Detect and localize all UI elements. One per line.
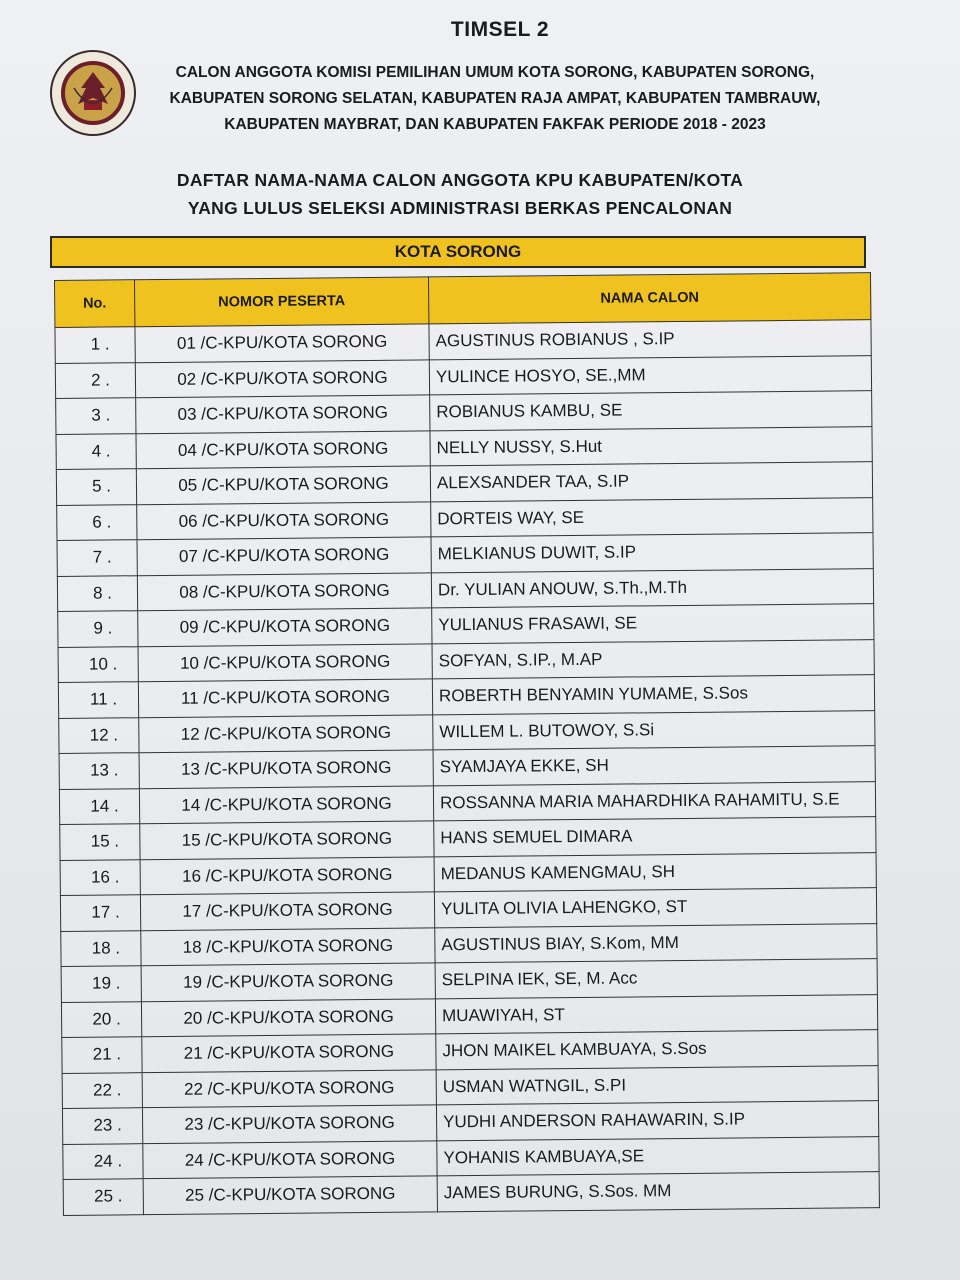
cell-no: 5 .	[56, 469, 136, 505]
cell-nomor-peserta: 14 /C-KPU/KOTA SORONG	[139, 785, 433, 823]
cell-nomor-peserta: 05 /C-KPU/KOTA SORONG	[136, 466, 430, 504]
cell-no: 11 .	[58, 682, 138, 718]
cell-no: 7 .	[57, 540, 137, 576]
table-row	[63, 1172, 879, 1215]
cell-nama-calon: SELPINA IEK, SE, M. Acc	[435, 959, 877, 999]
cell-nomor-peserta: 20 /C-KPU/KOTA SORONG	[141, 998, 435, 1036]
cell-nama-calon: Dr. YULIAN ANOUW, S.Th.,M.Th	[431, 568, 873, 608]
cell-nomor-peserta: 11 /C-KPU/KOTA SORONG	[138, 679, 432, 717]
cell-nama-calon: USMAN WATNGIL, S.PI	[436, 1065, 878, 1105]
cell-nama-calon: HANS SEMUEL DIMARA	[434, 817, 876, 857]
cell-nomor-peserta: 18 /C-KPU/KOTA SORONG	[141, 927, 435, 965]
cell-no: 21 .	[62, 1037, 142, 1073]
document-title	[60, 166, 860, 222]
cell-nama-calon: DORTEIS WAY, SE	[431, 497, 873, 537]
cell-no: 20 .	[61, 1001, 141, 1037]
table-header-row	[55, 273, 871, 328]
cell-nomor-peserta: 01 /C-KPU/KOTA SORONG	[135, 324, 429, 362]
cell-nomor-peserta: 12 /C-KPU/KOTA SORONG	[139, 714, 433, 752]
cell-nama-calon: JAMES BURUNG, S.Sos. MM	[437, 1172, 879, 1212]
document-header	[100, 60, 890, 138]
cell-nama-calon: JHON MAIKEL KAMBUAYA, S.Sos	[436, 1030, 878, 1070]
cell-nama-calon: YULINCE HOSYO, SE.,MM	[429, 355, 871, 395]
cell-nama-calon: MUAWIYAH, ST	[435, 994, 877, 1034]
cell-nama-calon: AGUSTINUS ROBIANUS , S.IP	[429, 320, 871, 360]
cell-no: 9 .	[58, 611, 138, 647]
cell-nomor-peserta: 23 /C-KPU/KOTA SORONG	[142, 1105, 436, 1143]
cell-nama-calon: ROBIANUS KAMBU, SE	[430, 391, 872, 431]
cell-no: 13 .	[59, 753, 139, 789]
cell-nomor-peserta: 10 /C-KPU/KOTA SORONG	[138, 643, 432, 681]
column-header-nomor-peserta: NOMOR PESERTA	[135, 277, 429, 327]
column-header-no: No.	[55, 280, 135, 328]
cell-nama-calon: SYAMJAYA EKKE, SH	[433, 746, 875, 786]
title-line: YANG LULUS SELEKSI ADMINISTRASI BERKAS PENCALONAN	[187, 198, 733, 218]
cell-nomor-peserta: 15 /C-KPU/KOTA SORONG	[140, 821, 434, 859]
cell-no: 16 .	[60, 859, 140, 895]
cell-nama-calon: ALEXSANDER TAA, S.IP	[430, 462, 872, 502]
cell-nama-calon: NELLY NUSSY, S.Hut	[430, 426, 872, 466]
cell-no: 17 .	[60, 895, 140, 931]
cell-nama-calon: MELKIANUS DUWIT, S.IP	[431, 533, 873, 573]
cell-nama-calon: ROSSANNA MARIA MAHARDHIKA RAHAMITU, S.E	[433, 781, 875, 821]
cell-nomor-peserta: 22 /C-KPU/KOTA SORONG	[142, 1069, 436, 1107]
cell-nama-calon: SOFYAN, S.IP., M.AP	[432, 639, 874, 679]
region-banner: KOTA SORONG	[50, 236, 866, 268]
cell-nomor-peserta: 04 /C-KPU/KOTA SORONG	[136, 430, 430, 468]
cell-no: 4 .	[56, 433, 136, 469]
cell-no: 6 .	[57, 504, 137, 540]
cell-nomor-peserta: 17 /C-KPU/KOTA SORONG	[140, 892, 434, 930]
header-line: KABUPATEN SORONG SELATAN, KABUPATEN RAJA AMPAT, KABUPATEN TAMBRAUW,	[169, 90, 821, 107]
cell-nomor-peserta: 24 /C-KPU/KOTA SORONG	[143, 1140, 437, 1178]
cell-no: 2 .	[55, 362, 135, 398]
cell-nomor-peserta: 09 /C-KPU/KOTA SORONG	[138, 608, 432, 646]
document-label: TIMSEL 2	[450, 18, 550, 41]
cell-nama-calon: YUDHI ANDERSON RAHAWARIN, S.IP	[436, 1101, 878, 1141]
cell-no: 12 .	[59, 717, 139, 753]
candidate-table-container	[54, 272, 893, 1215]
cell-nomor-peserta: 13 /C-KPU/KOTA SORONG	[139, 750, 433, 788]
cell-nama-calon: YULIANUS FRASAWI, SE	[432, 604, 874, 644]
cell-no: 10 .	[58, 646, 138, 682]
cell-no: 18 .	[61, 930, 141, 966]
cell-no: 22 .	[62, 1072, 142, 1108]
cell-no: 25 .	[63, 1179, 143, 1215]
cell-no: 24 .	[63, 1143, 143, 1179]
cell-nomor-peserta: 21 /C-KPU/KOTA SORONG	[142, 1034, 436, 1072]
cell-nomor-peserta: 03 /C-KPU/KOTA SORONG	[136, 395, 430, 433]
cell-no: 3 .	[56, 398, 136, 434]
cell-nomor-peserta: 07 /C-KPU/KOTA SORONG	[137, 537, 431, 575]
cell-nomor-peserta: 06 /C-KPU/KOTA SORONG	[137, 501, 431, 539]
cell-no: 19 .	[61, 966, 141, 1002]
candidate-table	[54, 272, 880, 1215]
cell-nama-calon: YULITA OLIVIA LAHENGKO, ST	[434, 888, 876, 928]
cell-nomor-peserta: 19 /C-KPU/KOTA SORONG	[141, 963, 435, 1001]
cell-no: 14 .	[59, 788, 139, 824]
cell-no: 8 .	[57, 575, 137, 611]
cell-nomor-peserta: 02 /C-KPU/KOTA SORONG	[135, 359, 429, 397]
cell-nama-calon: MEDANUS KAMENGMAU, SH	[434, 852, 876, 892]
cell-no: 23 .	[62, 1108, 142, 1144]
cell-nama-calon: YOHANIS KAMBUAYA,SE	[437, 1136, 879, 1176]
cell-no: 15 .	[60, 824, 140, 860]
cell-no: 1 .	[55, 327, 135, 363]
header-line: CALON ANGGOTA KOMISI PEMILIHAN UMUM KOTA SORONG, KABUPATEN SORONG,	[175, 64, 815, 81]
cell-nama-calon: ROBERTH BENYAMIN YUMAME, S.Sos	[432, 675, 874, 715]
cell-nama-calon: AGUSTINUS BIAY, S.Kom, MM	[435, 923, 877, 963]
cell-nama-calon: WILLEM L. BUTOWOY, S.Si	[433, 710, 875, 750]
header-line: KABUPATEN MAYBRAT, DAN KABUPATEN FAKFAK PERIODE 2018 - 2023	[224, 116, 766, 133]
column-header-nama-calon: NAMA CALON	[428, 273, 870, 324]
cell-nomor-peserta: 16 /C-KPU/KOTA SORONG	[140, 856, 434, 894]
cell-nomor-peserta: 08 /C-KPU/KOTA SORONG	[137, 572, 431, 610]
cell-nomor-peserta: 25 /C-KPU/KOTA SORONG	[143, 1176, 437, 1214]
title-line: DAFTAR NAMA-NAMA CALON ANGGOTA KPU KABUPATEN/KOTA	[176, 170, 744, 190]
